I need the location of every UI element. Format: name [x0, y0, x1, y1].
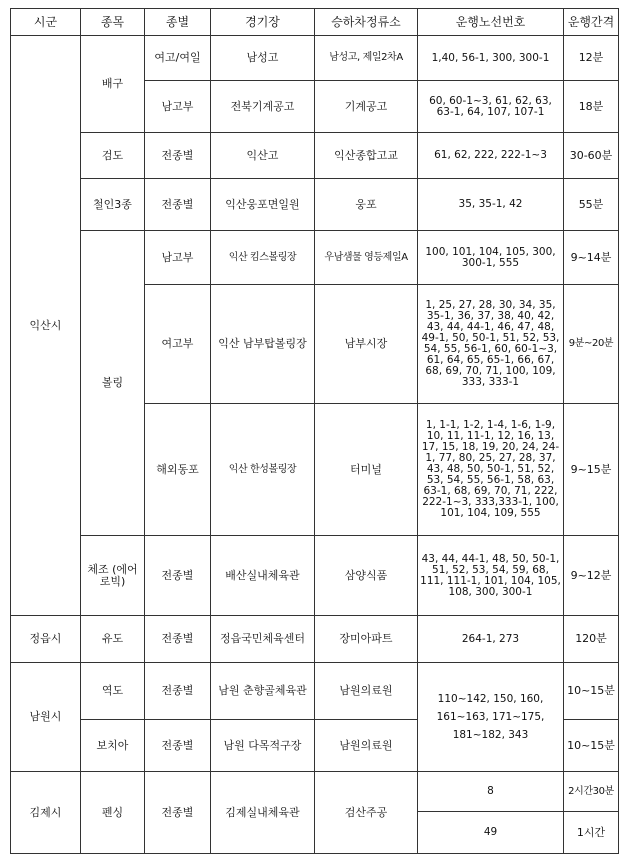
table-row — [11, 663, 619, 720]
interval-cell: 18분 — [564, 81, 619, 133]
routes-cell: 60, 60-1~3, 61, 62, 63, 63-1, 64, 107, 107-1 — [418, 81, 564, 133]
venue-cell: 전북기계공고 — [211, 81, 315, 133]
stop-cell: 웅포 — [315, 179, 418, 231]
venue-cell: 김제실내체육관 — [211, 772, 315, 854]
table-row — [11, 36, 619, 81]
routes-cell: 35, 35-1, 42 — [418, 179, 564, 231]
category-cell: 전종별 — [145, 179, 211, 231]
routes-cell: 1, 25, 27, 28, 30, 34, 35, 35-1, 36, 37, 38, 40, 42, 43, 44, 44-1, 46, 47, 48, 49-1, 50, 50-1, 51, 52, 53, 54, 55, 56-1, 60, 60-1~3, 61, 64, 65, 65-1, 66, 67, 68, 69, 70, 71, 100, 109, 333, 333-1 — [418, 285, 564, 404]
routes-cell: 264-1, 273 — [418, 616, 564, 663]
venue-cell: 익산 남부탑볼링장 — [211, 285, 315, 404]
sport-cell: 역도 — [81, 663, 145, 720]
venue-cell: 남원 춘향골체육관 — [211, 663, 315, 720]
stop-cell: 검산주공 — [315, 772, 418, 854]
interval-cell: 55분 — [564, 179, 619, 231]
city-cell: 남원시 — [11, 663, 81, 772]
routes-cell: 49 — [418, 812, 564, 854]
sport-cell: 유도 — [81, 616, 145, 663]
header-row — [11, 9, 619, 36]
routes-cell: 1, 1-1, 1-2, 1-4, 1-6, 1-9, 10, 11, 11-1, 12, 16, 13, 17, 15, 18, 19, 20, 24, 24-1, 77, 80, 25, 27, 28, 37, 43, 48, 50, 50-1, 51, 52, 53, 54, 55, 56-1, 58, 63, 63-1, 68, 69, 70, 71, 222, 222-1~3, 333,333-1, 100, 101, 104, 109, 555 — [418, 404, 564, 536]
venue-cell: 익산 한성볼링장 — [211, 404, 315, 536]
header-interval: 운행간격 — [564, 9, 619, 36]
interval-cell: 1시간 — [564, 812, 619, 854]
interval-cell: 2시간30분 — [564, 772, 619, 812]
category-cell: 남고부 — [145, 81, 211, 133]
category-cell: 해외동포 — [145, 404, 211, 536]
table-row — [11, 772, 619, 812]
interval-cell: 12분 — [564, 36, 619, 81]
interval-cell: 10~15분 — [564, 663, 619, 720]
venue-cell: 익산 킴스볼링장 — [211, 231, 315, 285]
venue-cell: 익산고 — [211, 133, 315, 179]
routes-cell: 43, 44, 44-1, 48, 50, 50-1, 51, 52, 53, 54, 59, 68, 111, 111-1, 101, 104, 105, 108, 300, 300-1 — [418, 536, 564, 616]
routes-cell: 61, 62, 222, 222-1~3 — [418, 133, 564, 179]
category-cell: 여고부 — [145, 285, 211, 404]
header-sport: 종목 — [81, 9, 145, 36]
sport-cell: 체조 (에어로빅) — [81, 536, 145, 616]
city-cell: 익산시 — [11, 36, 81, 616]
stop-cell: 남원의료원 — [315, 720, 418, 772]
stop-cell: 터미널 — [315, 404, 418, 536]
venue-cell: 정읍국민체육센터 — [211, 616, 315, 663]
category-cell: 전종별 — [145, 720, 211, 772]
interval-cell: 30-60분 — [564, 133, 619, 179]
city-cell: 정읍시 — [11, 616, 81, 663]
header-city: 시군 — [11, 9, 81, 36]
sport-cell: 철인3종 — [81, 179, 145, 231]
stop-cell: 장미아파트 — [315, 616, 418, 663]
interval-cell: 9분~20분 — [564, 285, 619, 404]
header-routes: 운행노선번호 — [418, 9, 564, 36]
stop-cell: 삼양식품 — [315, 536, 418, 616]
venue-cell: 남원 다목적구장 — [211, 720, 315, 772]
table-row — [11, 536, 619, 616]
stop-cell: 남부시장 — [315, 285, 418, 404]
interval-cell: 120분 — [564, 616, 619, 663]
category-cell: 남고부 — [145, 231, 211, 285]
routes-cell: 1,40, 56-1, 300, 300-1 — [418, 36, 564, 81]
sport-cell: 펜싱 — [81, 772, 145, 854]
category-cell: 전종별 — [145, 772, 211, 854]
sport-cell: 검도 — [81, 133, 145, 179]
sport-cell: 배구 — [81, 36, 145, 133]
sport-cell: 볼링 — [81, 231, 145, 536]
stop-cell: 남성고, 제일2차A — [315, 36, 418, 81]
interval-cell: 9~14분 — [564, 231, 619, 285]
routes-cell: 110~142, 150, 160, 161~163, 171~175, 181~182, 343 — [418, 663, 564, 772]
city-cell: 김제시 — [11, 772, 81, 854]
venue-cell: 남성고 — [211, 36, 315, 81]
table-row — [11, 133, 619, 179]
venue-cell: 배산실내체육관 — [211, 536, 315, 616]
stop-cell: 기계공고 — [315, 81, 418, 133]
stop-cell: 익산종합고교 — [315, 133, 418, 179]
header-stop: 승하차정류소 — [315, 9, 418, 36]
category-cell: 전종별 — [145, 616, 211, 663]
header-venue: 경기장 — [211, 9, 315, 36]
table-row — [11, 179, 619, 231]
routes-cell: 100, 101, 104, 105, 300, 300-1, 555 — [418, 231, 564, 285]
sport-cell: 보치아 — [81, 720, 145, 772]
table-row — [11, 616, 619, 663]
category-cell: 여고/여일 — [145, 36, 211, 81]
bus-schedule-table — [10, 8, 619, 854]
interval-cell: 9~15분 — [564, 404, 619, 536]
category-cell: 전종별 — [145, 663, 211, 720]
category-cell: 전종별 — [145, 536, 211, 616]
table-row — [11, 231, 619, 285]
stop-cell: 남원의료원 — [315, 663, 418, 720]
interval-cell: 9~12분 — [564, 536, 619, 616]
header-category: 종별 — [145, 9, 211, 36]
routes-cell: 8 — [418, 772, 564, 812]
venue-cell: 익산웅포면일원 — [211, 179, 315, 231]
category-cell: 전종별 — [145, 133, 211, 179]
stop-cell: 우남샘물 영등제일A — [315, 231, 418, 285]
interval-cell: 10~15분 — [564, 720, 619, 772]
